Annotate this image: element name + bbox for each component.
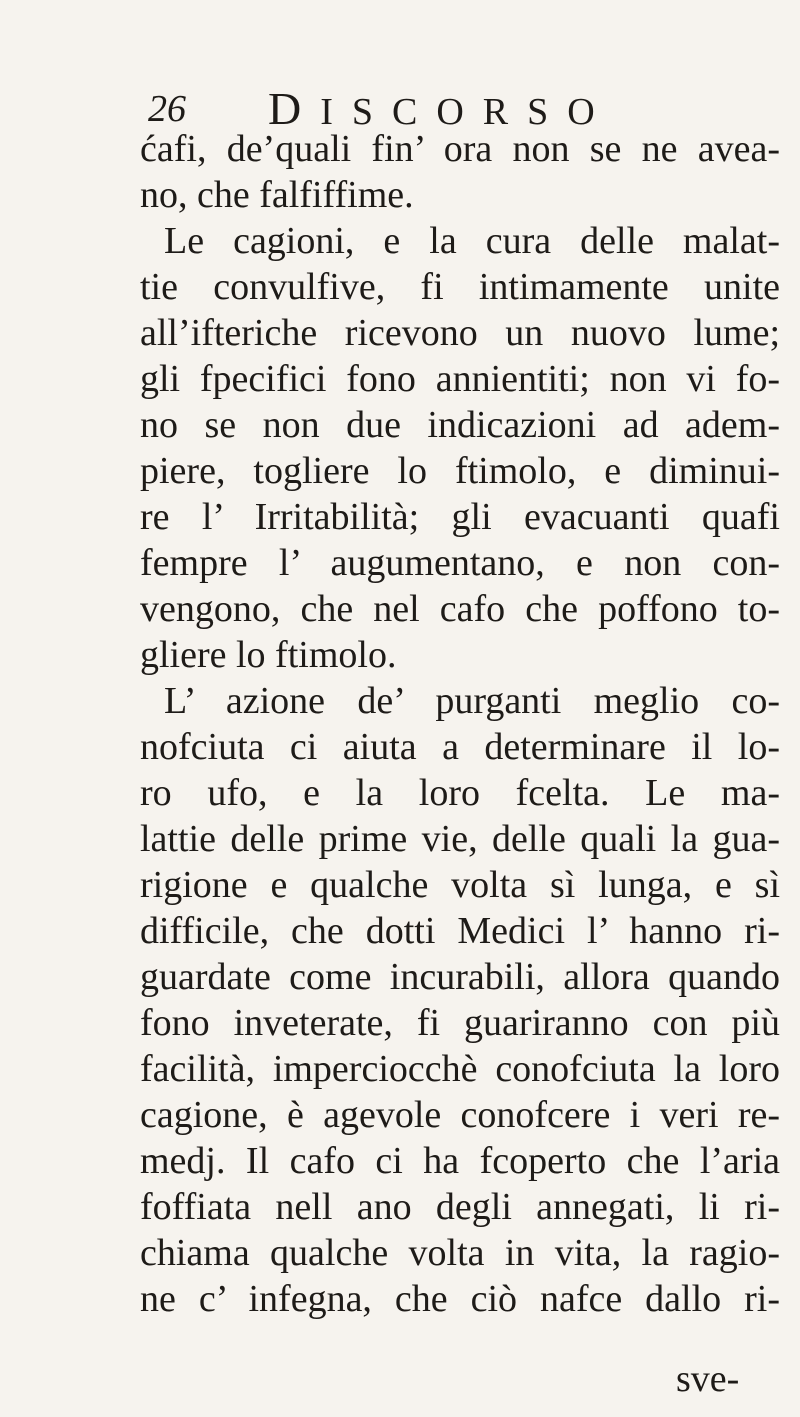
text-line: rigione e qualche volta sì lunga, e sì [140,864,780,906]
text-line: cagione, è agevole conofcere i veri re- [140,1094,780,1136]
text-line: difficile, che dotti Medici l’ hanno ri- [140,910,780,952]
text-line: medj. Il cafo ci ha fcoperto che l’aria [140,1140,780,1182]
text-line: facilità, imperciocchè conofciuta la loro [140,1048,780,1090]
text-line: ro ufo, e la loro fcelta. Le ma- [140,772,780,814]
catchword: sve- [676,1358,740,1400]
text-line: ne c’ infegna, che ciò nafce dallo ri- [140,1278,780,1320]
text-line: lattie delle prime vie, delle quali la gua- [140,818,780,860]
text-line: ćafi, de’quali fin’ ora non se ne avea- [140,128,780,170]
text-line: re l’ Irritabilità; gli evacuanti quafi [140,496,780,538]
text-line: foffiata nell ano degli annegati, li ri- [140,1186,780,1228]
text-line: tie convulfive, fi intimamente unite [140,266,780,308]
text-line: fempre l’ augumentano, e non con- [140,542,780,584]
text-line: all’ifteriche ricevono un nuovo lume; [140,312,780,354]
running-title-rest: ISCORSO [320,91,614,133]
text-line: nofciuta ci aiuta a determinare il lo- [140,726,780,768]
text-line: piere, togliere lo ftimolo, e diminui- [140,450,780,492]
text-line: guardate come incurabili, allora quando [140,956,780,998]
text-line: gli fpecifici fono annientiti; non vi fo- [140,358,780,400]
running-title-initial: D [268,83,321,134]
text-line: gliere lo ftimolo. [140,634,397,676]
text-line: no se non due indicazioni ad adem- [140,404,780,446]
text-line: L’ azione de’ purganti meglio co- [164,680,780,722]
text-line: Le cagioni, e la cura delle malat- [164,220,780,262]
text-line: vengono, che nel cafo che poffono to- [140,588,780,630]
text-line: chiama qualche volta in vita, la ragio- [140,1232,780,1274]
body-text [140,126,780,1322]
text-line: fono inveterate, fi guariranno con più [140,1002,780,1044]
text-line: no, che falfiffime. [140,174,414,216]
page-number: 26 [148,88,186,130]
